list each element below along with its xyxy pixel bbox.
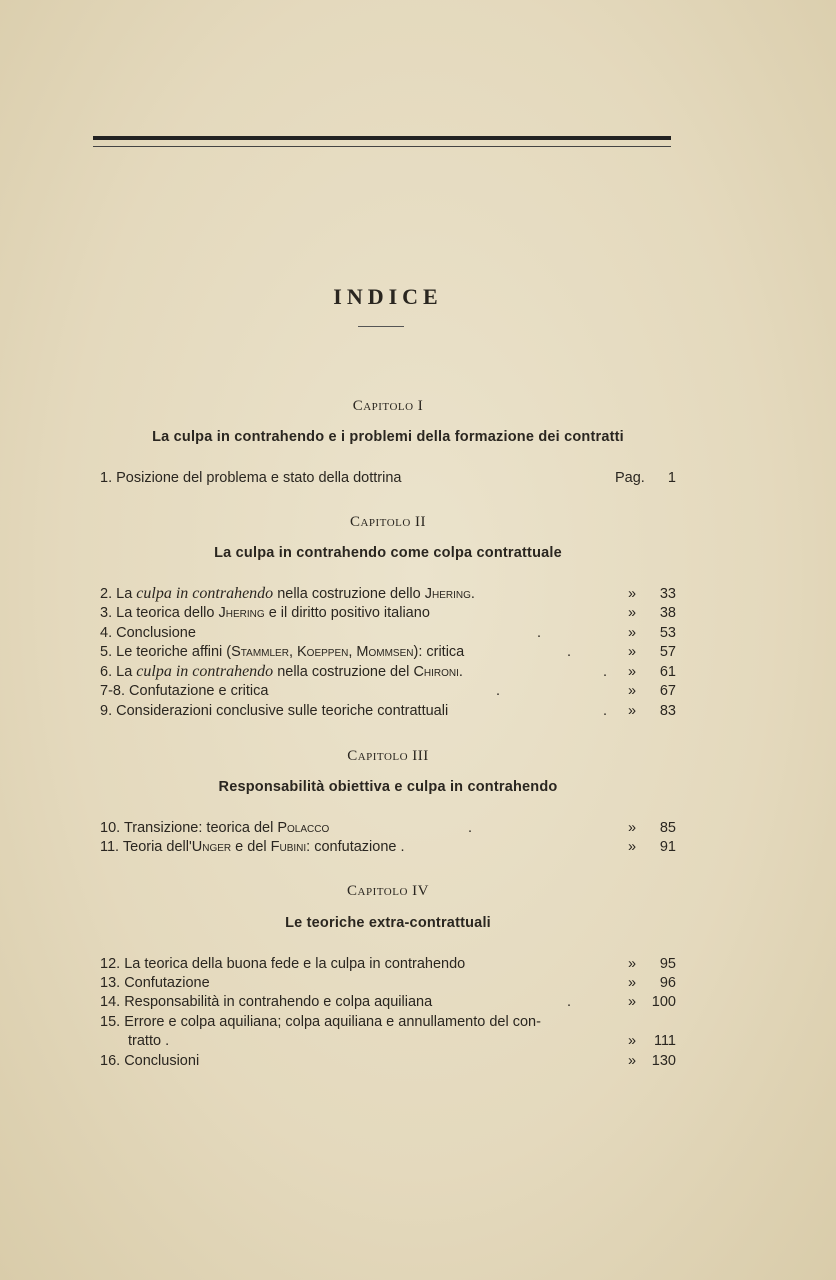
page-title: INDICE	[333, 284, 443, 309]
toc-entry: 16. Conclusioni » 130	[100, 1053, 676, 1069]
chapter-label: Capitolo I	[352, 398, 424, 414]
chapter-title: La culpa in contrahendo e i problemi della formazione dei contratti	[152, 429, 624, 445]
toc-entry: 4. Conclusione . » 53	[100, 625, 676, 641]
toc-entry: 2. La culpa in contrahendo nella costruzione dello Jhering. » 33	[100, 585, 676, 602]
title-underline	[358, 326, 404, 327]
toc-entry: 11. Teoria dell'Unger e del Fubini: confutazione . » 91	[100, 839, 676, 855]
toc-entry: 15. Errore e colpa aquiliana; colpa aquiliana e annullamento del con-	[100, 1014, 541, 1030]
toc-entry: 9. Considerazioni conclusive sulle teoriche contrattuali . » 83	[100, 703, 676, 719]
toc-entry: 12. La teorica della buona fede e la culpa in contrahendo » 95	[100, 956, 676, 972]
top-rule-thick	[93, 136, 671, 140]
chapter-label: Capitolo II	[349, 514, 427, 530]
toc-entry: 7-8. Confutazione e critica . » 67	[100, 683, 676, 699]
toc-entry: 1. Posizione del problema e stato della dottrina Pag. 1	[100, 470, 676, 486]
chapter-title: Le teoriche extra-contrattuali	[285, 915, 491, 931]
toc-entry: 6. La culpa in contrahendo nella costruzione del Chironi. . » 61	[100, 663, 676, 680]
toc-entry: 14. Responsabilità in contrahendo e colpa aquiliana . » 100	[100, 994, 676, 1010]
toc-entry: 13. Confutazione » 96	[100, 975, 676, 991]
toc-entry: 3. La teorica dello Jhering e il diritto positivo italiano » 38	[100, 605, 676, 621]
chapter-label: Capitolo IV	[347, 883, 429, 899]
chapter-label: Capitolo III	[347, 748, 429, 764]
chapter-title: La culpa in contrahendo come colpa contrattuale	[214, 545, 562, 561]
toc-entry: 5. Le teoriche affini (Stammler, Koeppen, Mommsen): critica . » 57	[100, 644, 676, 660]
top-rule-thin	[93, 146, 671, 147]
toc-entry: 10. Transizione: teorica del Polacco . » 85	[100, 820, 676, 836]
chapter-title: Responsabilità obiettiva e culpa in contrahendo	[218, 779, 558, 795]
toc-entry-continuation: tratto . » 111	[128, 1033, 676, 1049]
